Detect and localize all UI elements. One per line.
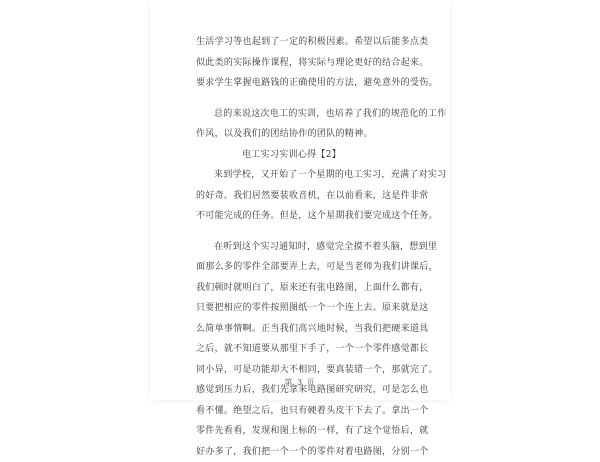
text-line: 总的来说这次电工的实训，也培养了我们的规范化的工作 xyxy=(196,104,416,125)
page-body xyxy=(196,0,416,462)
text-line: 之后，就不知道要从那里下手了，一个一个零件感觉都长 xyxy=(196,339,416,360)
paragraph-1 xyxy=(196,32,416,94)
page-number: 第 3 页 xyxy=(150,377,450,388)
text-line: 不可能完成的任务。但是，这个星期我们要完成这个任务。 xyxy=(196,206,416,227)
text-line: 看不懂。绝望之后，也只有硬着头皮干下去了。拿出一个 xyxy=(196,401,416,422)
text-line: 似此类的实际操作课程，将实际与理论更好的结合起来。 xyxy=(196,53,416,74)
text-line: 同小异，可是功能却大不相同，要真装错一个，那就完了。 xyxy=(196,360,416,381)
text-line: 的好奇。我们居然要装收音机，在以前看来，这是件非常 xyxy=(196,186,416,207)
text-line: 只要把相应的零件按照图纸一个一个连上去。原来就是这 xyxy=(196,298,416,319)
text-line: 好办多了，我们把一个一个的零件对着电路图，分别一个 xyxy=(196,442,416,462)
section-heading: 电工实习实训心得【2】 xyxy=(196,145,416,166)
paragraph-3 xyxy=(196,165,416,227)
text-line: 面那么多的零件全部要弄上去，可是当老师为我们讲课后， xyxy=(196,257,416,278)
text-line: 我们顿时就明白了，原来还有张电路图，上面什么都有， xyxy=(196,278,416,299)
text-line: 要求学生掌握电路钱的正确使用的方法，避免意外的受伤。 xyxy=(196,73,416,94)
text-line: 么简单事情啊。正当我们高兴地时候，当我们把硬来道具 xyxy=(196,319,416,340)
paragraph-2 xyxy=(196,104,416,145)
text-line: 零件先看看，发现和图上标的一样，有了这个觉悟后，就 xyxy=(196,421,416,442)
text-line: 来到学校，又开始了一个星期的电工实习，充满了对实习 xyxy=(196,165,416,186)
text-line: 在听到这个实习通知时，感觉完全摸不着头脑，想到里 xyxy=(196,237,416,258)
text-line: 生活学习等也起到了一定的积极因素。希望以后能多点类 xyxy=(196,32,416,53)
document-page xyxy=(150,0,450,400)
text-line: 感觉到压力后，我们先拿来电路图研究研究，可是怎么也 xyxy=(196,380,416,401)
text-line: 作风，以及我们的团结协作的团队的精神。 xyxy=(196,124,416,145)
paragraph-4 xyxy=(196,237,416,462)
